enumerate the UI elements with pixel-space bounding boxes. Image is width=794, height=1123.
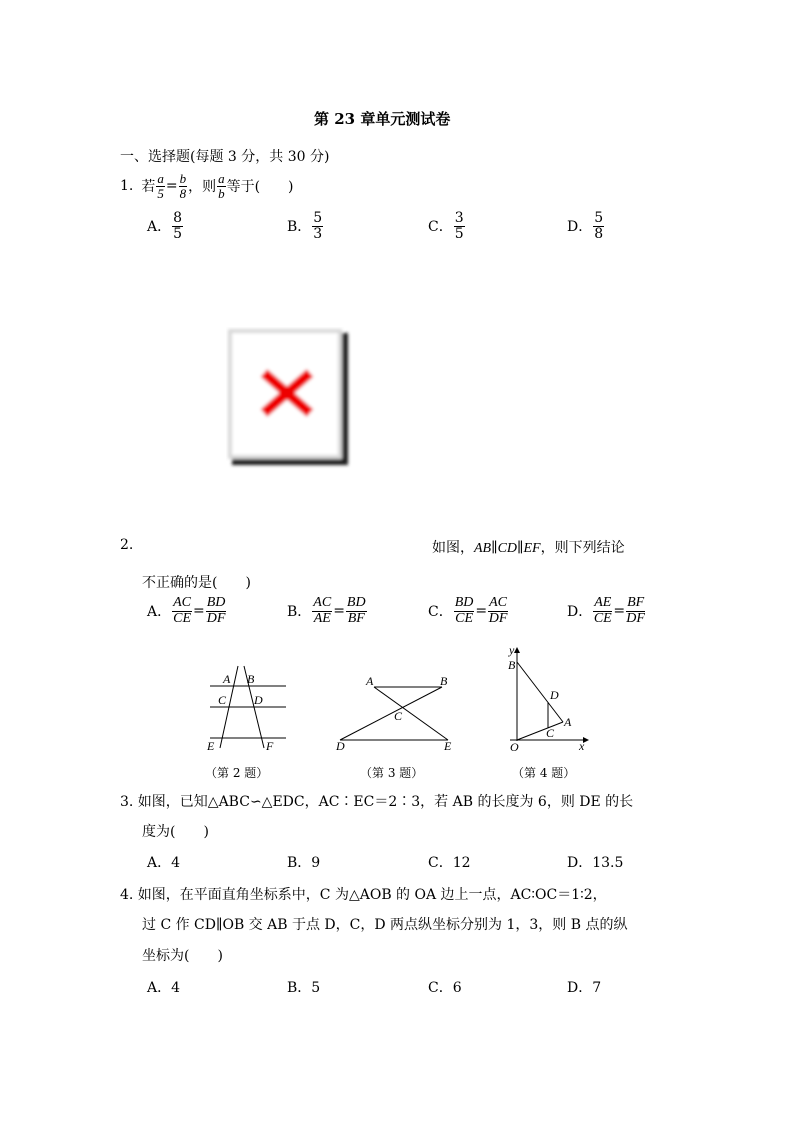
- option-fraction: [593, 596, 612, 626]
- label-o: O: [510, 740, 519, 754]
- option-fraction: [488, 596, 508, 626]
- question-number: 2.: [120, 537, 134, 553]
- option-fraction: [346, 596, 367, 626]
- option-value: 9: [311, 855, 321, 871]
- numerator: 3: [454, 210, 464, 226]
- option-label: C．: [428, 604, 453, 621]
- numerator: b: [179, 171, 187, 186]
- label-a: A: [366, 674, 374, 688]
- label-b: B: [440, 674, 448, 688]
- label-f: F: [266, 739, 274, 753]
- figure-3-caption: （第 3 题）: [360, 766, 424, 780]
- option-c[interactable]: [428, 852, 471, 872]
- label-y: y: [509, 644, 515, 657]
- denominator: DF: [206, 610, 226, 626]
- option-a[interactable]: [147, 977, 180, 997]
- option-value: 5: [311, 980, 321, 996]
- option-label: D．: [567, 604, 593, 621]
- option-label: B．: [287, 604, 312, 621]
- option-label: B．: [287, 855, 312, 871]
- numerator: AC: [173, 595, 192, 610]
- label-b: B: [508, 658, 516, 672]
- label-e: E: [444, 739, 452, 753]
- question-text: 如图，: [432, 540, 474, 556]
- option-b[interactable]: [287, 211, 324, 241]
- question-text: 不正确的是( ): [142, 575, 251, 591]
- question-4-line-1: 4. 如图，在平面直角坐标系中，C 为△AOB 的 OA 边上一点，AC∶OC＝1∶2，: [120, 887, 607, 903]
- numerator: 5: [594, 210, 604, 226]
- denominator: CE: [173, 610, 192, 626]
- option-label: C．: [428, 980, 453, 996]
- broken-image-icon: [226, 327, 352, 469]
- question-4-line-2: 过 C 作 CD∥OB 交 AB 于点 D，C，D 两点纵坐标分别为 1，3，则 B 点的纵: [142, 917, 628, 933]
- numerator: BD: [206, 595, 226, 610]
- figure-4-caption: （第 4 题）: [512, 766, 576, 780]
- figure-2-caption: （第 2 题）: [205, 766, 269, 780]
- segment-bd: [340, 687, 442, 740]
- question-text: ，则: [188, 179, 217, 196]
- equals-sign: =: [333, 603, 345, 620]
- question-text: 若: [141, 179, 156, 196]
- option-label: A．: [147, 604, 172, 621]
- label-d: D: [336, 739, 345, 753]
- question-text: 等于( ): [226, 179, 294, 196]
- option-label: D．: [567, 219, 593, 236]
- option-d[interactable]: [567, 977, 601, 997]
- option-b[interactable]: [287, 977, 320, 997]
- option-fraction: [454, 211, 465, 241]
- option-label: C．: [428, 855, 453, 871]
- option-label: A．: [147, 219, 172, 236]
- option-value: 4: [171, 980, 181, 996]
- question-number: 1.: [120, 178, 134, 195]
- option-label: A．: [147, 980, 172, 996]
- section-heading: 一、选择题(每题 3 分，共 30 分): [120, 149, 330, 165]
- option-value: 6: [452, 980, 462, 996]
- option-label: A．: [147, 855, 172, 871]
- label-d: D: [550, 688, 559, 702]
- figure-4: [502, 644, 594, 754]
- label-d: D: [254, 693, 263, 707]
- label-b: B: [247, 672, 255, 686]
- option-fraction: [206, 596, 227, 626]
- option-d[interactable]: [567, 852, 623, 872]
- numerator: a: [218, 171, 225, 186]
- numerator: 5: [313, 210, 323, 226]
- question-1: [120, 172, 294, 200]
- option-value: 13.5: [592, 855, 624, 871]
- fraction-b-over-8: [179, 172, 188, 200]
- denominator: 5: [454, 225, 464, 242]
- segment-oa: [517, 722, 563, 740]
- option-label: B．: [287, 980, 312, 996]
- figure-3: [330, 670, 460, 754]
- denominator: CE: [455, 610, 473, 626]
- option-label: B．: [287, 219, 312, 236]
- denominator: 8: [179, 185, 187, 201]
- equals-sign: =: [165, 178, 178, 195]
- denominator: 5: [173, 225, 183, 242]
- option-value: 7: [592, 980, 602, 996]
- numerator: BD: [346, 595, 366, 610]
- option-fraction: [172, 596, 192, 626]
- option-a[interactable]: [147, 852, 180, 872]
- label-c: C: [218, 693, 227, 707]
- denominator: AE: [313, 610, 331, 626]
- segment-ae: [374, 687, 448, 740]
- question-2-text: [432, 537, 625, 557]
- option-fraction: [593, 211, 604, 241]
- option-b[interactable]: [287, 852, 320, 872]
- figure-2: [200, 662, 296, 754]
- question-3-line-2: 度为( ): [142, 824, 209, 840]
- numerator: AC: [313, 595, 332, 610]
- fraction-a-over-5: [156, 172, 165, 200]
- fraction-a-over-b: [217, 172, 226, 200]
- option-c[interactable]: [428, 211, 466, 241]
- denominator: 8: [594, 225, 604, 242]
- numerator: BD: [454, 595, 474, 610]
- option-a[interactable]: [147, 211, 184, 241]
- denominator: DF: [626, 610, 645, 626]
- option-label: D．: [567, 980, 593, 996]
- question-3-line-1: 3. 如图，已知△ABC∽△EDC，AC∶EC＝2∶3，若 AB 的长度为 6，则 DE 的长: [120, 794, 634, 810]
- denominator: BF: [347, 610, 365, 626]
- equals-sign: =: [475, 603, 488, 620]
- option-c[interactable]: [428, 977, 462, 997]
- option-fraction: [312, 211, 323, 241]
- equals-sign: =: [613, 603, 626, 620]
- option-label: C．: [428, 219, 453, 236]
- label-x: x: [579, 739, 585, 753]
- numerator: AE: [594, 595, 612, 610]
- denominator: DF: [488, 610, 508, 626]
- option-fraction: [172, 211, 183, 241]
- question-math: AB∥CD∥EF: [474, 541, 541, 556]
- option-fraction: [312, 596, 332, 626]
- option-d[interactable]: [567, 211, 605, 241]
- option-value: 12: [452, 855, 471, 871]
- equals-sign: =: [193, 603, 205, 620]
- numerator: 8: [173, 210, 183, 226]
- denominator: CE: [593, 610, 612, 626]
- option-fraction: [626, 596, 645, 626]
- denominator: 3: [313, 225, 323, 242]
- label-e: E: [207, 739, 215, 753]
- label-a: A: [564, 715, 572, 729]
- option-fraction: [454, 596, 475, 626]
- option-d[interactable]: [567, 596, 646, 626]
- option-b[interactable]: [287, 596, 368, 626]
- label-c: C: [394, 709, 403, 723]
- denominator: 5: [157, 185, 164, 201]
- question-text: ，则下列结论: [540, 540, 625, 556]
- numerator: a: [157, 171, 164, 186]
- denominator: b: [218, 185, 225, 201]
- page-title: 第 23 章单元测试卷: [314, 110, 451, 128]
- option-label: D．: [567, 855, 593, 871]
- question-4-line-3: 坐标为( ): [142, 948, 223, 964]
- option-c[interactable]: [428, 596, 509, 626]
- option-value: 4: [171, 855, 181, 871]
- label-a: A: [223, 672, 231, 686]
- numerator: BF: [627, 595, 645, 610]
- numerator: AC: [489, 595, 508, 610]
- option-a[interactable]: [147, 596, 227, 626]
- label-c: C: [546, 726, 555, 740]
